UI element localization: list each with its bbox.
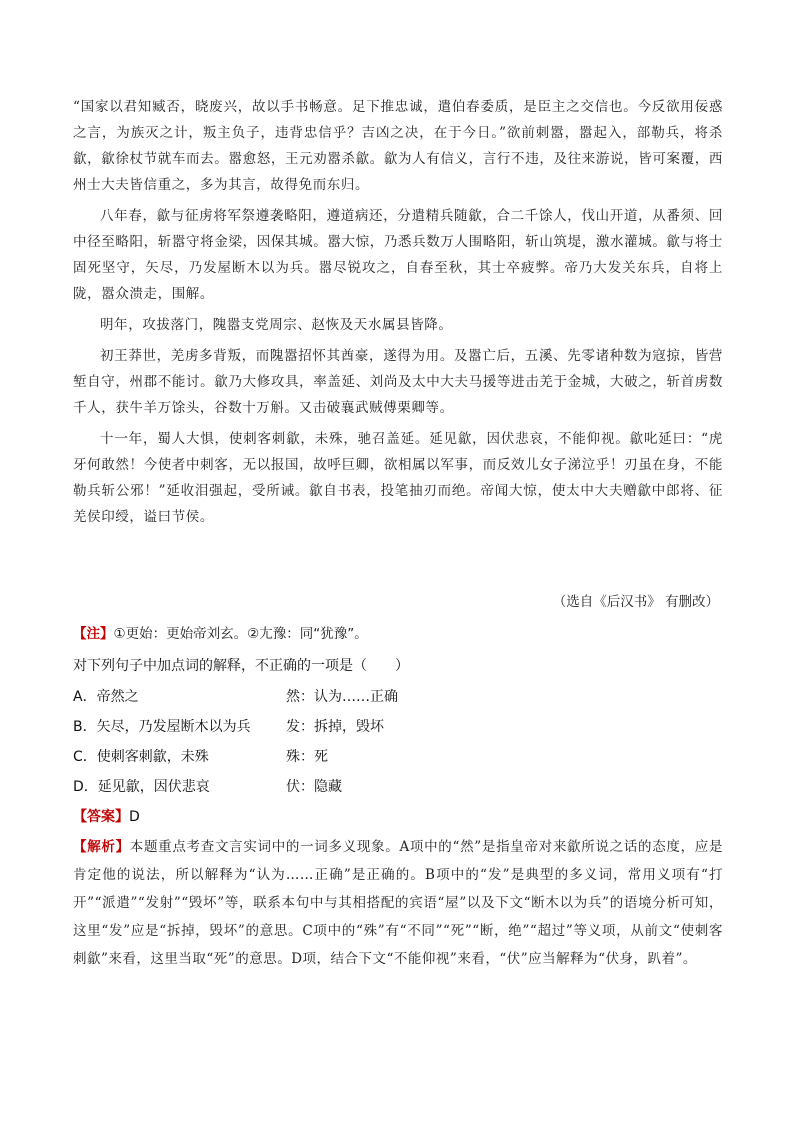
option-c xyxy=(73,746,328,766)
option-a-sentence: A．帝然之 xyxy=(73,689,139,705)
passage-paragraph-5: 十一年，蜀人大惧，使刺客刺歙，未殊，驰召盖延。延见歙，因伏悲哀，不能仰视。歙叱延曰：“虎牙何敢然！今使者中刺客，无以报国，故呼巨卿，欲相属以军事，而反效儿女子涕泣乎！刃虽在身，不能勒兵斩公邪！”延收泪强起，受所诫。歙自书表，投笔抽刃而绝。帝闻大惊，使太中大夫赠歙中郎将、征羌侯印绶，谥曰节侯。 xyxy=(73,431,723,525)
analysis-text: 本题重点考查文言实词中的一词多义现象。A项中的“然”是指皇帝对来歙所说之话的态度，应是肯定他的说法，所以解释为“认为……正确”是正确的。B项中的“发”是典型的多义词，常用义项有“打开”“派遣”“发射”“毁坏”等，联系本句中与其相搭配的宾语“屋”以及下文“断木以为兵”的语境分析可知，这里“发”应是“拆掉，毁坏”的意思。C项中的“殊”有“不同”“死”“断，绝”“超过”等义项，从前文“使刺客刺歙”来看，这里当取“死”的意思。D项，结合下文“不能仰视”来看，“伏”应当解释为“伏身，趴着”。 xyxy=(73,839,723,967)
note-text: ①更始：更始帝刘玄。②尢豫：同“犹豫”。 xyxy=(113,626,368,642)
option-b-sentence: B．矢尽，乃发屋断木以为兵 xyxy=(73,719,251,735)
option-c-sentence: C．使刺客刺歙，未殊 xyxy=(73,749,209,765)
question-stem: 对下列句子中加点词的解释，不正确的一项是（ ） xyxy=(73,658,409,674)
answer-line xyxy=(73,806,140,826)
option-a-gloss: 然：认为……正确 xyxy=(286,689,398,705)
option-b-gloss: 发：拆掉，毁坏 xyxy=(286,719,384,735)
option-c-gloss: 殊：死 xyxy=(286,749,328,765)
answer-tag: 【答案】 xyxy=(73,809,129,825)
passage-paragraph-4: 初王莽世，羌虏多背叛，而隗嚣招怀其酋豪，遂得为用。及嚣亡后，五溪、先零诸种数为寇掠，皆营堑自守，州郡不能讨。歙乃大修攻具，率盖延、刘尚及太中大夫马援等进击羌于金城，大破之，斩首虏数千人，获牛羊万馀头，谷数十万斛。又击破襄武贼傅栗卿等。 xyxy=(73,348,723,416)
note-tag: 【注】 xyxy=(73,626,114,642)
source-citation: （选自《后汉书》 有删改） xyxy=(552,594,719,610)
analysis-block xyxy=(73,833,723,973)
answer-value: D xyxy=(129,809,140,825)
analysis-tag: 【解析】 xyxy=(73,839,130,855)
passage-paragraph-3: 明年，攻拔落门，隗嚣支党周宗、赵恢及天水属县皆降。 xyxy=(100,317,453,333)
option-d-gloss: 伏：隐藏 xyxy=(286,779,342,795)
option-b xyxy=(73,716,384,736)
classical-passage xyxy=(73,94,723,535)
annotation-note xyxy=(73,622,368,642)
option-d xyxy=(73,776,342,796)
passage-paragraph-1: “国家以君知臧否，晓废兴，故以手书畅意。足下推忠诚，遣伯春委质，是臣主之交信也。今反欲用佞惑之言，为族灭之计，叛主负子，违背忠信乎？吉凶之决，在于今日。”欲前刺嚣，嚣起入，部勒兵，将杀歙，歙徐杖节就车而去。嚣愈怒，王元劝嚣杀歙。歙为人有信义，言行不违，及往来游说，皆可案覆，西州士大夫皆信重之，多为其言，故得免而东归。 xyxy=(73,99,723,193)
option-a xyxy=(73,686,398,706)
option-d-sentence: D．延见歙，因伏悲哀 xyxy=(73,779,210,795)
passage-paragraph-2: 八年春，歙与征虏将军祭遵袭略阳，遵道病还，分遣精兵随歙，合二千馀人，伐山开道，从番须、回中径至略阳，斩嚣守将金梁，因保其城。嚣大惊，乃悉兵数万人围略阳，斩山筑堤，激水灌城。歙与将士固死坚守，矢尽，乃发屋断木以为兵。嚣尽锐攻之，自春至秋，其士卒疲弊。帝乃大发关东兵，自将上陇，嚣众溃走，围解。 xyxy=(73,208,723,302)
